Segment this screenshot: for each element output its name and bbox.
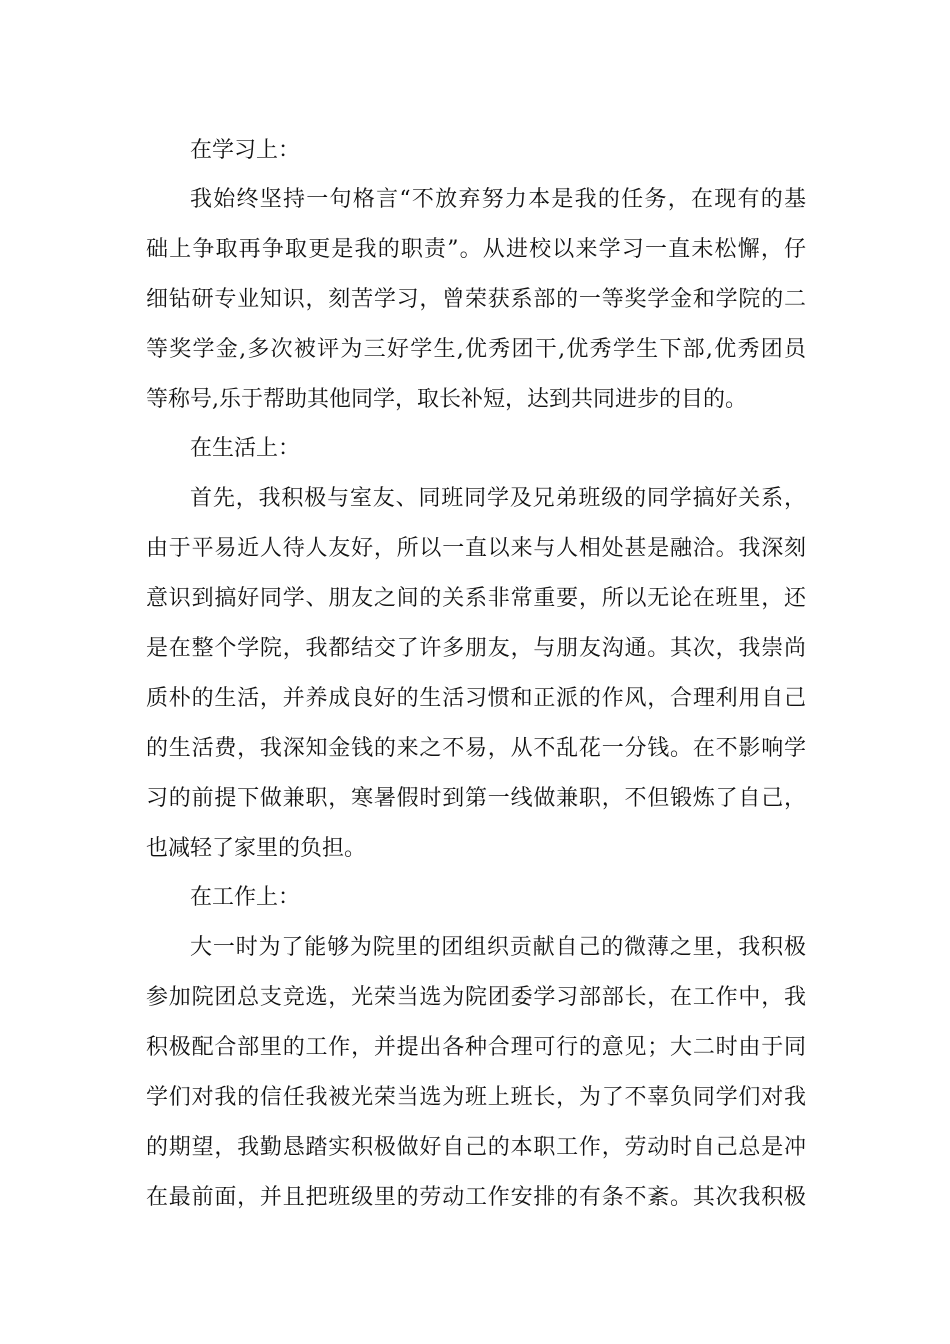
paragraph-line: 学们对我的信任我被光荣当选为班上班长，为了不辜负同学们对我 <box>146 1085 806 1110</box>
paragraph-line: 在最前面，并且把班级里的劳动工作安排的有条不紊。其次我积极 <box>146 1185 806 1210</box>
paragraph-line: 的生活费，我深知金钱的来之不易，从不乱花一分钱。在不影响学 <box>146 736 806 761</box>
paragraph-line: 础上争取再争取更是我的职责”。从进校以来学习一直未松懈，仔 <box>146 237 806 262</box>
paragraph-line: 等奖学金,多次被评为三好学生,优秀团干,优秀学生下部,优秀团员 <box>146 337 806 362</box>
paragraph-line: 由于平易近人待人友好，所以一直以来与人相处甚是融洽。我深刻 <box>146 536 806 561</box>
paragraph-line: 是在整个学院，我都结交了许多朋友，与朋友沟通。其次，我崇尚 <box>146 636 806 661</box>
section-heading-study: 在学习上： <box>190 138 301 163</box>
paragraph-line: 首先，我积极与室友、同班同学及兄弟班级的同学搞好关系， <box>190 486 806 511</box>
section-heading-work: 在工作上： <box>190 885 301 910</box>
section-heading-life: 在生活上： <box>190 436 301 461</box>
paragraph-line: 我始终坚持一句格言“不放弃努力本是我的任务，在现有的基 <box>190 187 806 212</box>
paragraph-line: 参加院团总支竞选，光荣当选为院团委学习部部长，在工作中，我 <box>146 985 806 1010</box>
paragraph-line: 的期望，我勤恳踏实积极做好自己的本职工作，劳动时自己总是冲 <box>146 1135 806 1160</box>
paragraph-line: 意识到搞好同学、朋友之间的关系非常重要，所以无论在班里，还 <box>146 586 806 611</box>
paragraph-line: 等称号,乐于帮助其他同学，取长补短，达到共同进步的目的。 <box>146 387 747 412</box>
paragraph-line: 细钻研专业知识，刻苦学习，曾荣获系部的一等奖学金和学院的二 <box>146 287 806 312</box>
paragraph-line: 也减轻了家里的负担。 <box>146 836 367 861</box>
paragraph-line: 大一时为了能够为院里的团组织贡献自己的微薄之里，我积极 <box>190 935 806 960</box>
paragraph-line: 质朴的生活，并养成良好的生活习惯和正派的作风，合理利用自己 <box>146 686 806 711</box>
paragraph-line: 习的前提下做兼职，寒暑假时到第一线做兼职，不但锻炼了自己， <box>146 786 806 811</box>
paragraph-line: 积极配合部里的工作，并提出各种合理可行的意见；大二时由于同 <box>146 1035 806 1060</box>
